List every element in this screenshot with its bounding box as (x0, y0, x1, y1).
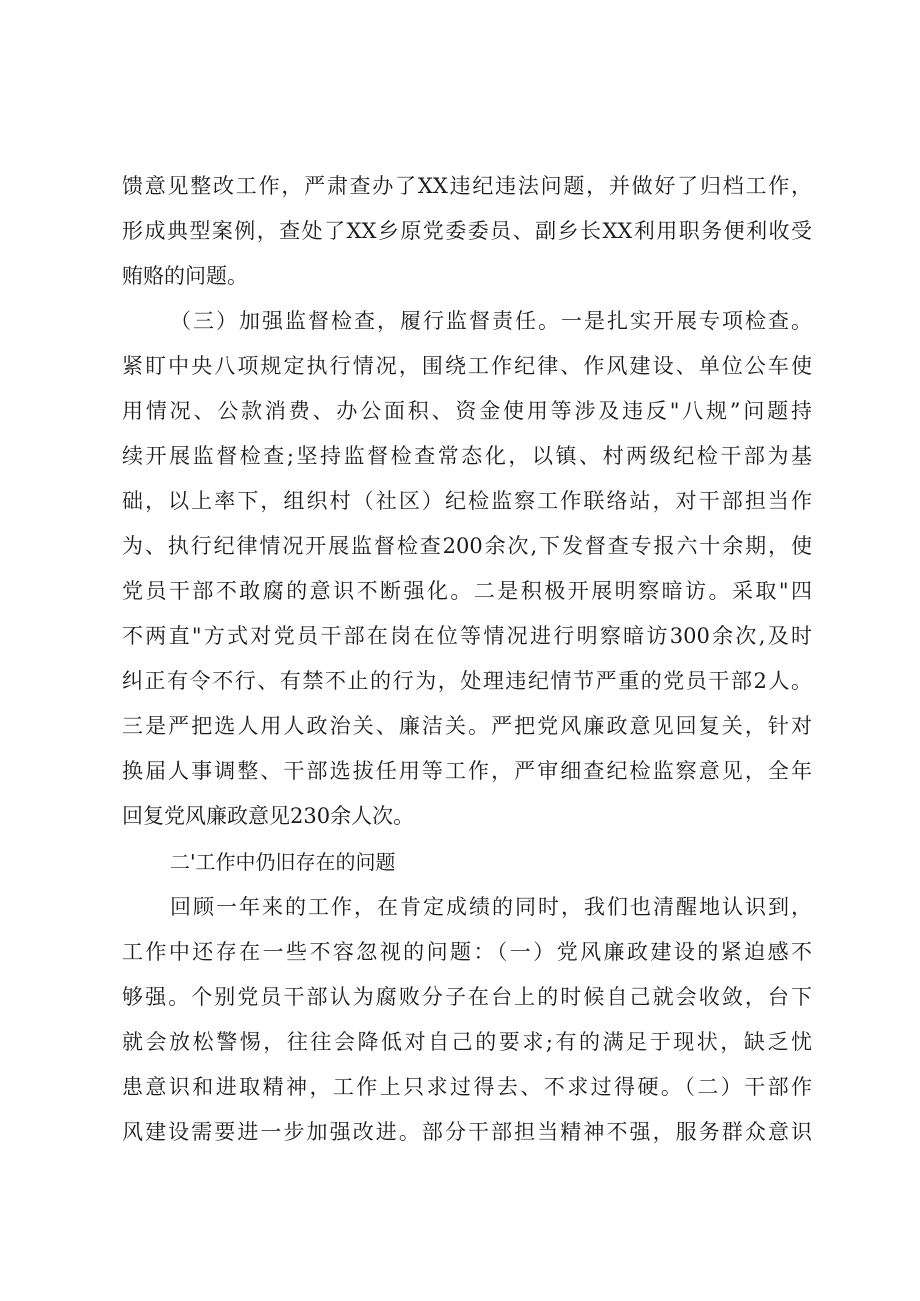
paragraph-line: 馈意见整改工作，严肃查办了XX违纪违法问题，并做好了归档工作， (122, 174, 812, 198)
paragraph-line: 回复党风廉政意见230余人次。 (122, 804, 415, 828)
paragraph-line: （三）加强监督检查，履行监督责任。一是扎实开展专项检查。 (170, 309, 812, 333)
paragraph-line: 三是严把选人用人政治关、廉洁关。严把党风廉政意见回复关，针对 (122, 714, 812, 738)
paragraph-line: 就会放松警惕，往往会降低对自己的要求;有的满足于现状，缺乏忧 (122, 1030, 812, 1054)
paragraph-line: 用情况、公款消费、办公面积、资金使用等涉及违反"八规”问题持 (122, 399, 812, 423)
section-heading: 二'工作中仍旧存在的问题 (170, 850, 396, 874)
paragraph-line: 续开展监督检查;坚持监督检查常态化，以镇、村两级纪检干部为基 (122, 444, 812, 468)
paragraph-line: 形成典型案例，查处了XX乡原党委委员、副乡长XX利用职务便利收受 (122, 219, 812, 243)
paragraph-line: 不两直"方式对党员干部在岗在位等情况进行明察暗访300余次,及时 (122, 624, 812, 648)
paragraph-line: 纠正有令不行、有禁不止的行为，处理违纪情节严重的党员干部2人。 (122, 669, 812, 693)
paragraph-line: 为、执行纪律情况开展监督检查200余次,下发督查专报六十余期，使 (122, 534, 812, 558)
paragraph-line: 回顾一年来的工作，在肯定成绩的同时，我们也清醒地认识到， (170, 895, 812, 919)
paragraph-line: 础，以上率下，组织村（社区）纪检监察工作联络站，对干部担当作 (122, 489, 812, 513)
paragraph-line: 换届人事调整、干部选拔任用等工作，严审细查纪检监察意见，全年 (122, 759, 812, 783)
paragraph-line: 工作中还存在一些不容忽视的问题：（一）党风廉政建设的紧迫感不 (122, 940, 812, 964)
paragraph-line: 患意识和进取精神，工作上只求过得去、不求过得硬。（二）干部作 (122, 1075, 812, 1099)
paragraph-line: 够强。个别党员干部认为腐败分子在台上的时候自己就会收敛，台下 (122, 985, 812, 1009)
paragraph-line: 紧盯中央八项规定执行情况，围绕工作纪律、作风建设、单位公车使 (122, 354, 812, 378)
paragraph-line: 风建设需要进一步加强改进。部分干部担当精神不强，服务群众意识 (122, 1120, 812, 1144)
paragraph-line: 党员干部不敢腐的意识不断强化。二是积极开展明察暗访。采取"四 (122, 579, 812, 603)
paragraph-line: 贿赂的问题。 (122, 264, 248, 288)
